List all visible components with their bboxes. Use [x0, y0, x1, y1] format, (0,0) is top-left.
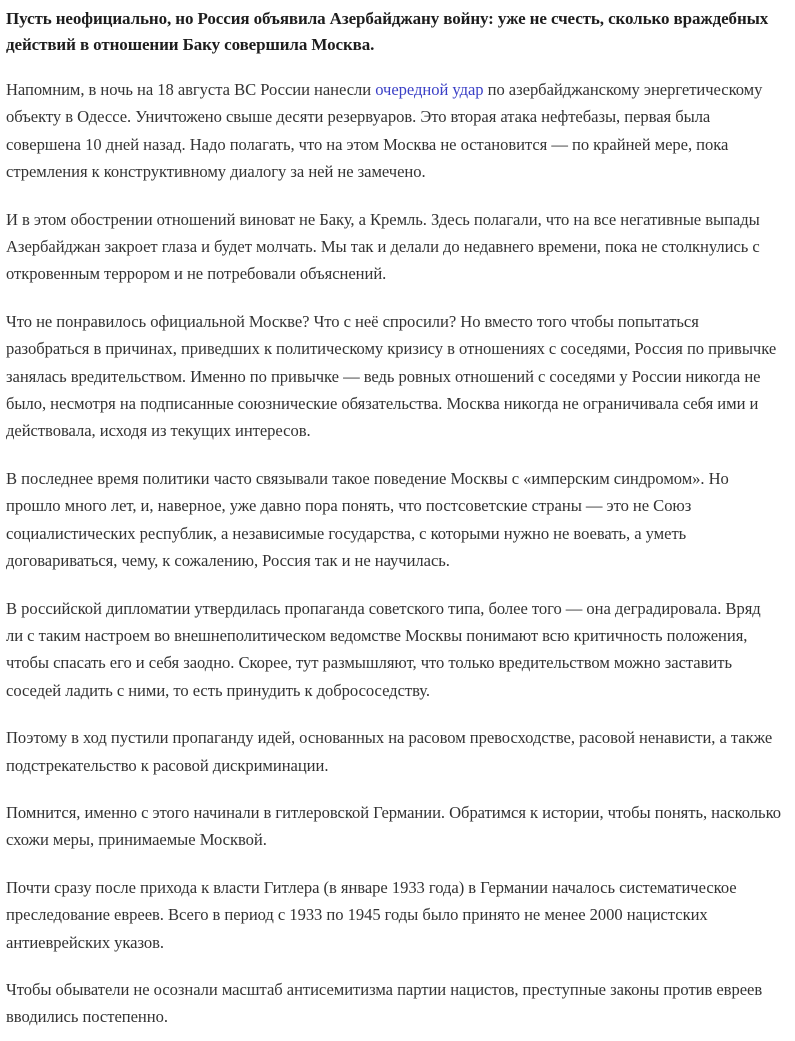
paragraph-1-text-after-link: по азербайджанскому энергетическому объекту в Одессе. Уничтожено свыше десяти резервуаров. Это вторая атака нефтебазы, первая была совершена 10 дней назад. Надо полагать, что на этом Москва не остановится — по крайней мере, пока стремления к конструктивному диалогу за ней не замечено. [6, 80, 763, 182]
article-paragraph-4: В последнее время политики часто связывали такое поведение Москвы с «имперским синдромом». Но прошло много лет, и, наверное, уже давно пора понять, что постсоветские страны — это не Союз социалистических республик, а независимые государства, с которыми нужно не воевать, а уметь договариваться, чему, к сожалению, Россия так и не научилась. [6, 468, 729, 571]
paragraph-1-text-before-link: Напомним, в ночь на 18 августа ВС России нанесли [6, 80, 376, 99]
article-paragraph-9: Чтобы обыватели не осознали масштаб антисемитизма партии нацистов, преступные законы против евреев вводились постепенно. [6, 979, 763, 1027]
article-paragraph-6: Поэтому в ход пустили пропаганду идей, основанных на расовом превосходстве, расовой ненависти, а также подстрекательство к расовой дискриминации. [6, 728, 773, 775]
article-inline-link[interactable]: очередной удар [375, 80, 484, 99]
article-paragraph-1 [6, 76, 781, 186]
article-paragraph-5: В российской дипломатии утвердилась пропаганда советского типа, более того — она деградировала. Вряд ли с таким настроем во внешнеполитическом ведомстве Москвы понимают всю критичность положения, чтобы спасать его и себя заодно. Скорее, тут размышляют, что только вредительством можно заставить соседей ладить с ними, то есть принудить к добрососедству. [6, 598, 761, 700]
article-lead-paragraph: Пусть неофициально, но Россия объявила Азербайджану войну: уже не счесть, сколько враждебных действий в отношении Баку совершила Москва. [6, 9, 769, 54]
article-paragraph-2: И в этом обострении отношений виноват не Баку, а Кремль. Здесь полагали, что на все негативные выпады Азербайджан закроет глаза и будет молчать. Мы так и делали до недавнего времени, пока не столкнулись с откровенным террором и не потребовали объяснений. [6, 209, 760, 284]
article-paragraph-8: Почти сразу после прихода к власти Гитлера (в январе 1933 года) в Германии началось систематическое преследование евреев. Всего в период с 1933 по 1945 годы было принято не менее 2000 нацистских антиеврейских указов. [6, 877, 737, 952]
article-paragraph-7: Помнится, именно с этого начинали в гитлеровской Германии. Обратимся к истории, чтобы понять, насколько схожи меры, принимаемые Москвой. [6, 802, 781, 850]
article-paragraph-3: Что не понравилось официальной Москве? Что с неё спросили? Но вместо того чтобы попытаться разобраться в причинах, приведших к политическому кризису в отношениях с соседями, Россия по привычке занялась вредительством. Именно по привычке — ведь ровных отношений с соседями у России никогда не было, несмотря на подписанные союзнические обязательства. Москва никогда не ограничивала себя ими и действовала, исходя из текущих интересов. [6, 311, 777, 441]
